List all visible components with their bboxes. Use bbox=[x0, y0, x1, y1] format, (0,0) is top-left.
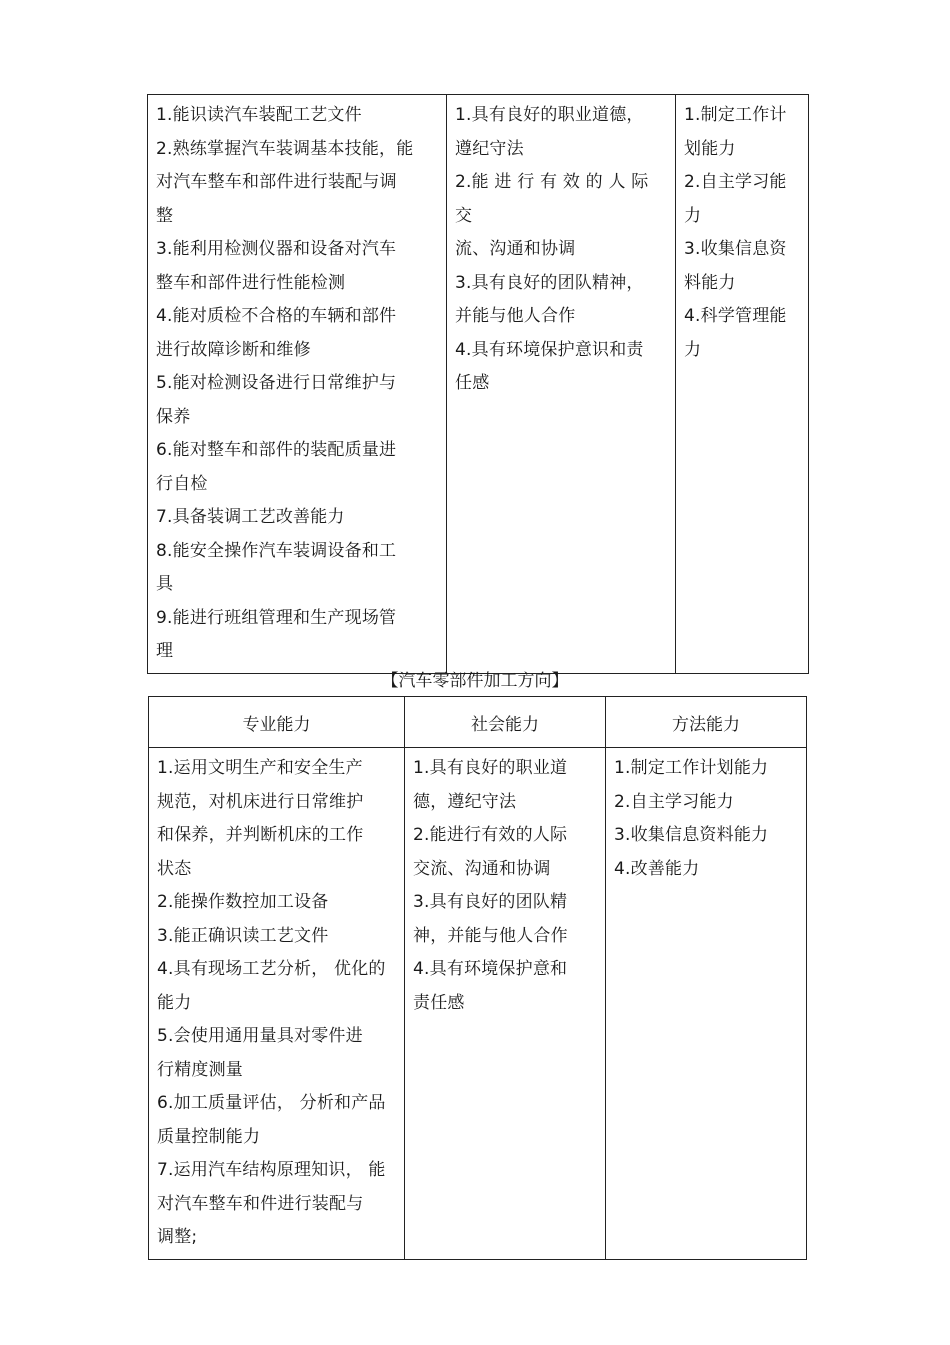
list-item: 4.改善能力 bbox=[614, 858, 700, 879]
social-ability-list bbox=[447, 95, 675, 405]
social-ability-list bbox=[405, 748, 605, 1024]
list-item: 4.具有环境保护意和 bbox=[413, 959, 568, 979]
list-item: 2.能 进 行 有 效 的 人 际 交 bbox=[455, 172, 649, 226]
competency-table-assembly bbox=[147, 94, 809, 674]
header-professional-ability: 专业能力 bbox=[149, 697, 405, 748]
list-item: 并能与他人合作 bbox=[455, 306, 576, 326]
header-method-ability: 方法能力 bbox=[606, 697, 807, 748]
list-item: 1.具有良好的职业道 bbox=[413, 758, 568, 778]
list-item: 对汽车整车和件进行装配与 bbox=[157, 1193, 364, 1214]
list-item: 1.运用文明生产和安全生产 bbox=[157, 758, 363, 778]
list-item: 1.能识读汽车装配工艺文件 bbox=[156, 105, 362, 125]
list-item: 2.自主学习能 bbox=[684, 172, 787, 192]
list-item: 3.能正确识读工艺文件 bbox=[157, 925, 329, 946]
list-item: 理 bbox=[156, 641, 174, 661]
list-item: 4.具有环境保护意识和责 bbox=[455, 339, 644, 360]
list-item: 力 bbox=[684, 205, 702, 226]
list-item: 流、沟通和协调 bbox=[455, 239, 576, 259]
list-item: 具 bbox=[156, 574, 174, 594]
list-item: 能力 bbox=[157, 992, 192, 1013]
list-item: 3.具有良好的团队精神， bbox=[455, 272, 644, 293]
list-item: 6.加工质量评估， 分析和产品 bbox=[157, 1093, 386, 1113]
list-item: 4.能对质检不合格的车辆和部件 bbox=[156, 306, 397, 326]
table-row bbox=[148, 95, 809, 674]
list-item: 7.运用汽车结构原理知识， 能 bbox=[157, 1160, 386, 1180]
list-item: 德，遵纪守法 bbox=[413, 791, 517, 812]
table-header-row bbox=[149, 697, 807, 748]
social-ability-cell bbox=[447, 95, 676, 674]
list-item: 3.收集信息资 bbox=[684, 239, 787, 259]
method-ability-cell bbox=[606, 748, 807, 1260]
list-item: 整 bbox=[156, 205, 174, 226]
list-item: 规范，对机床进行日常维护 bbox=[157, 791, 364, 812]
list-item: 2.熟练掌握汽车装调基本技能，能 bbox=[156, 138, 414, 159]
list-item: 遵纪守法 bbox=[455, 138, 524, 159]
list-item: 状态 bbox=[157, 858, 192, 879]
list-item: 3.能利用检测仪器和设备对汽车 bbox=[156, 239, 397, 259]
list-item: 5.能对检测设备进行日常维护与 bbox=[156, 373, 397, 393]
list-item: 9.能进行班组管理和生产现场管 bbox=[156, 607, 397, 628]
professional-ability-list bbox=[149, 748, 404, 1259]
list-item: 4.具有现场工艺分析， 优化的 bbox=[157, 959, 386, 979]
header-social-ability: 社会能力 bbox=[405, 697, 606, 748]
method-ability-list bbox=[606, 748, 806, 890]
table-row bbox=[149, 748, 807, 1260]
list-item: 力 bbox=[684, 339, 702, 360]
list-item: 2.能进行有效的人际 bbox=[413, 825, 568, 845]
list-item: 和保养，并判断机床的工作 bbox=[157, 825, 364, 845]
list-item: 保养 bbox=[156, 406, 191, 427]
list-item: 6.能对整车和部件的装配质量进 bbox=[156, 440, 397, 460]
list-item: 质量控制能力 bbox=[157, 1126, 261, 1147]
competency-table-parts-machining bbox=[148, 696, 807, 1260]
list-item: 行自检 bbox=[156, 473, 208, 494]
list-item: 4.科学管理能 bbox=[684, 306, 787, 326]
list-item: 2.能操作数控加工设备 bbox=[157, 892, 329, 912]
social-ability-cell bbox=[405, 748, 606, 1260]
list-item: 对汽车整车和部件进行装配与调 bbox=[156, 172, 397, 192]
list-item: 1.具有良好的职业道德， bbox=[455, 105, 644, 125]
list-item: 神，并能与他人合作 bbox=[413, 925, 568, 946]
method-ability-cell bbox=[676, 95, 809, 674]
method-ability-list bbox=[676, 95, 808, 371]
list-item: 行精度测量 bbox=[157, 1059, 243, 1080]
list-item: 2.自主学习能力 bbox=[614, 791, 734, 812]
list-item: 整车和部件进行性能检测 bbox=[156, 272, 346, 293]
list-item: 3.收集信息资料能力 bbox=[614, 825, 769, 845]
list-item: 8.能安全操作汽车装调设备和工 bbox=[156, 540, 397, 561]
list-item: 进行故障诊断和维修 bbox=[156, 339, 311, 360]
list-item: 责任感 bbox=[413, 992, 465, 1013]
list-item: 7.具备装调工艺改善能力 bbox=[156, 507, 345, 527]
professional-ability-list bbox=[148, 95, 446, 673]
list-item: 调整; bbox=[157, 1227, 198, 1247]
list-item: 任感 bbox=[455, 373, 490, 393]
professional-ability-cell bbox=[149, 748, 405, 1260]
list-item: 5.会使用通用量具对零件进 bbox=[157, 1026, 363, 1046]
list-item: 料能力 bbox=[684, 272, 736, 293]
list-item: 划能力 bbox=[684, 138, 736, 159]
list-item: 1.制定工作计 bbox=[684, 105, 787, 125]
professional-ability-cell bbox=[148, 95, 447, 674]
list-item: 交流、沟通和协调 bbox=[413, 858, 551, 879]
list-item: 3.具有良好的团队精 bbox=[413, 892, 568, 912]
list-item: 1.制定工作计划能力 bbox=[614, 758, 769, 778]
section-title: 【汽车零部件加工方向】 bbox=[381, 671, 569, 691]
